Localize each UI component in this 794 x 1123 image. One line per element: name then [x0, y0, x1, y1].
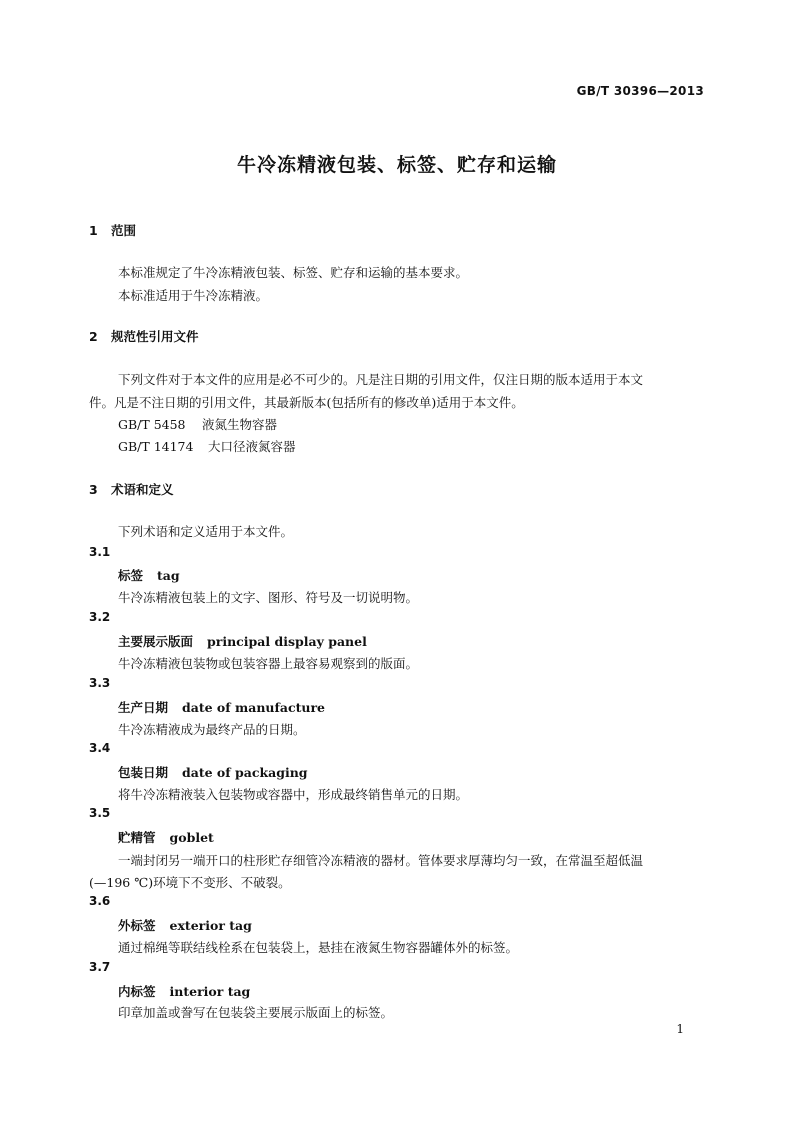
term-entry: [118, 916, 252, 934]
term-number: 3.6: [89, 894, 111, 908]
term-en: date of manufacture: [182, 700, 325, 715]
reference-item: [118, 437, 296, 455]
term-number: 3.4: [89, 741, 111, 755]
term-definition: 牛冷冻精液包装上的文字、图形、符号及一切说明物。: [118, 590, 419, 605]
term-zh: 贮精管: [118, 830, 156, 845]
term-definition: 牛冷冻精液成为最终产品的日期。: [118, 722, 306, 737]
term-number: 3.5: [89, 806, 111, 820]
term-zh: 内标签: [118, 984, 156, 999]
reference-code: GB/T 5458: [118, 417, 186, 432]
term-zh: 外标签: [118, 918, 156, 933]
term-en: exterior tag: [169, 918, 252, 933]
standard-code: GB/T 30396—2013: [576, 84, 704, 98]
term-zh: 包装日期: [118, 765, 169, 780]
term-zh: 主要展示版面: [118, 634, 194, 649]
term-zh: 生产日期: [118, 700, 169, 715]
term-entry: [118, 982, 250, 1000]
term-definition: 一端封闭另一端开口的柱形贮存细管冷冻精液的器材。管体要求厚薄均匀一致，在常温至超低温: [118, 853, 644, 868]
reference-code: GB/T 14174: [118, 439, 194, 454]
paragraph: 本标准规定了牛冷冻精液包装、标签、贮存和运输的基本要求。: [118, 265, 469, 280]
term-en: goblet: [169, 830, 214, 845]
page-number: 1: [676, 1022, 684, 1036]
section-title: 术语和定义: [111, 482, 174, 497]
term-entry: [118, 763, 308, 781]
term-number: 3.2: [89, 610, 111, 624]
term-definition-continued: (—196 ℃)环境下不变形、不破裂。: [89, 875, 291, 890]
paragraph: 件。凡是不注日期的引用文件，其最新版本(包括所有的修改单)适用于本文件。: [89, 395, 524, 410]
section-heading-terms-and-definitions: [89, 480, 174, 498]
term-en: interior tag: [169, 984, 251, 999]
term-entry: [118, 828, 214, 846]
term-number: 3.7: [89, 960, 111, 974]
section-title: 规范性引用文件: [111, 329, 199, 344]
section-number: 1: [89, 223, 98, 238]
paragraph: 下列文件对于本文件的应用是必不可少的。凡是注日期的引用文件，仅注日期的版本适用于本文: [118, 372, 644, 387]
term-entry: [118, 566, 180, 584]
paragraph: 下列术语和定义适用于本文件。: [118, 524, 294, 539]
reference-title: 大口径液氮容器: [208, 439, 296, 454]
section-number: 3: [89, 482, 98, 497]
term-en: tag: [157, 568, 180, 583]
reference-title: 液氮生物容器: [202, 417, 278, 432]
section-heading-normative-references: [89, 327, 199, 345]
term-en: principal display panel: [207, 634, 367, 649]
document-title: 牛冷冻精液包装、标签、贮存和运输: [236, 154, 557, 176]
term-number: 3.1: [89, 545, 111, 559]
term-en: date of packaging: [182, 765, 308, 780]
term-entry: [118, 698, 325, 716]
term-number: 3.3: [89, 676, 111, 690]
term-definition: 牛冷冻精液包装物或包装容器上最容易观察到的版面。: [118, 656, 419, 671]
section-title: 范围: [111, 223, 137, 238]
term-definition: 将牛冷冻精液装入包装物或容器中，形成最终销售单元的日期。: [118, 787, 469, 802]
section-heading-scope: [89, 221, 136, 239]
section-number: 2: [89, 329, 98, 344]
term-entry: [118, 632, 367, 650]
term-zh: 标签: [118, 568, 144, 583]
reference-item: [118, 415, 277, 433]
term-definition: 印章加盖或誊写在包装袋主要展示版面上的标签。: [118, 1005, 394, 1020]
paragraph: 本标准适用于牛冷冻精液。: [118, 288, 269, 303]
term-definition: 通过棉绳等联结线栓系在包装袋上，悬挂在液氮生物容器罐体外的标签。: [118, 940, 519, 955]
